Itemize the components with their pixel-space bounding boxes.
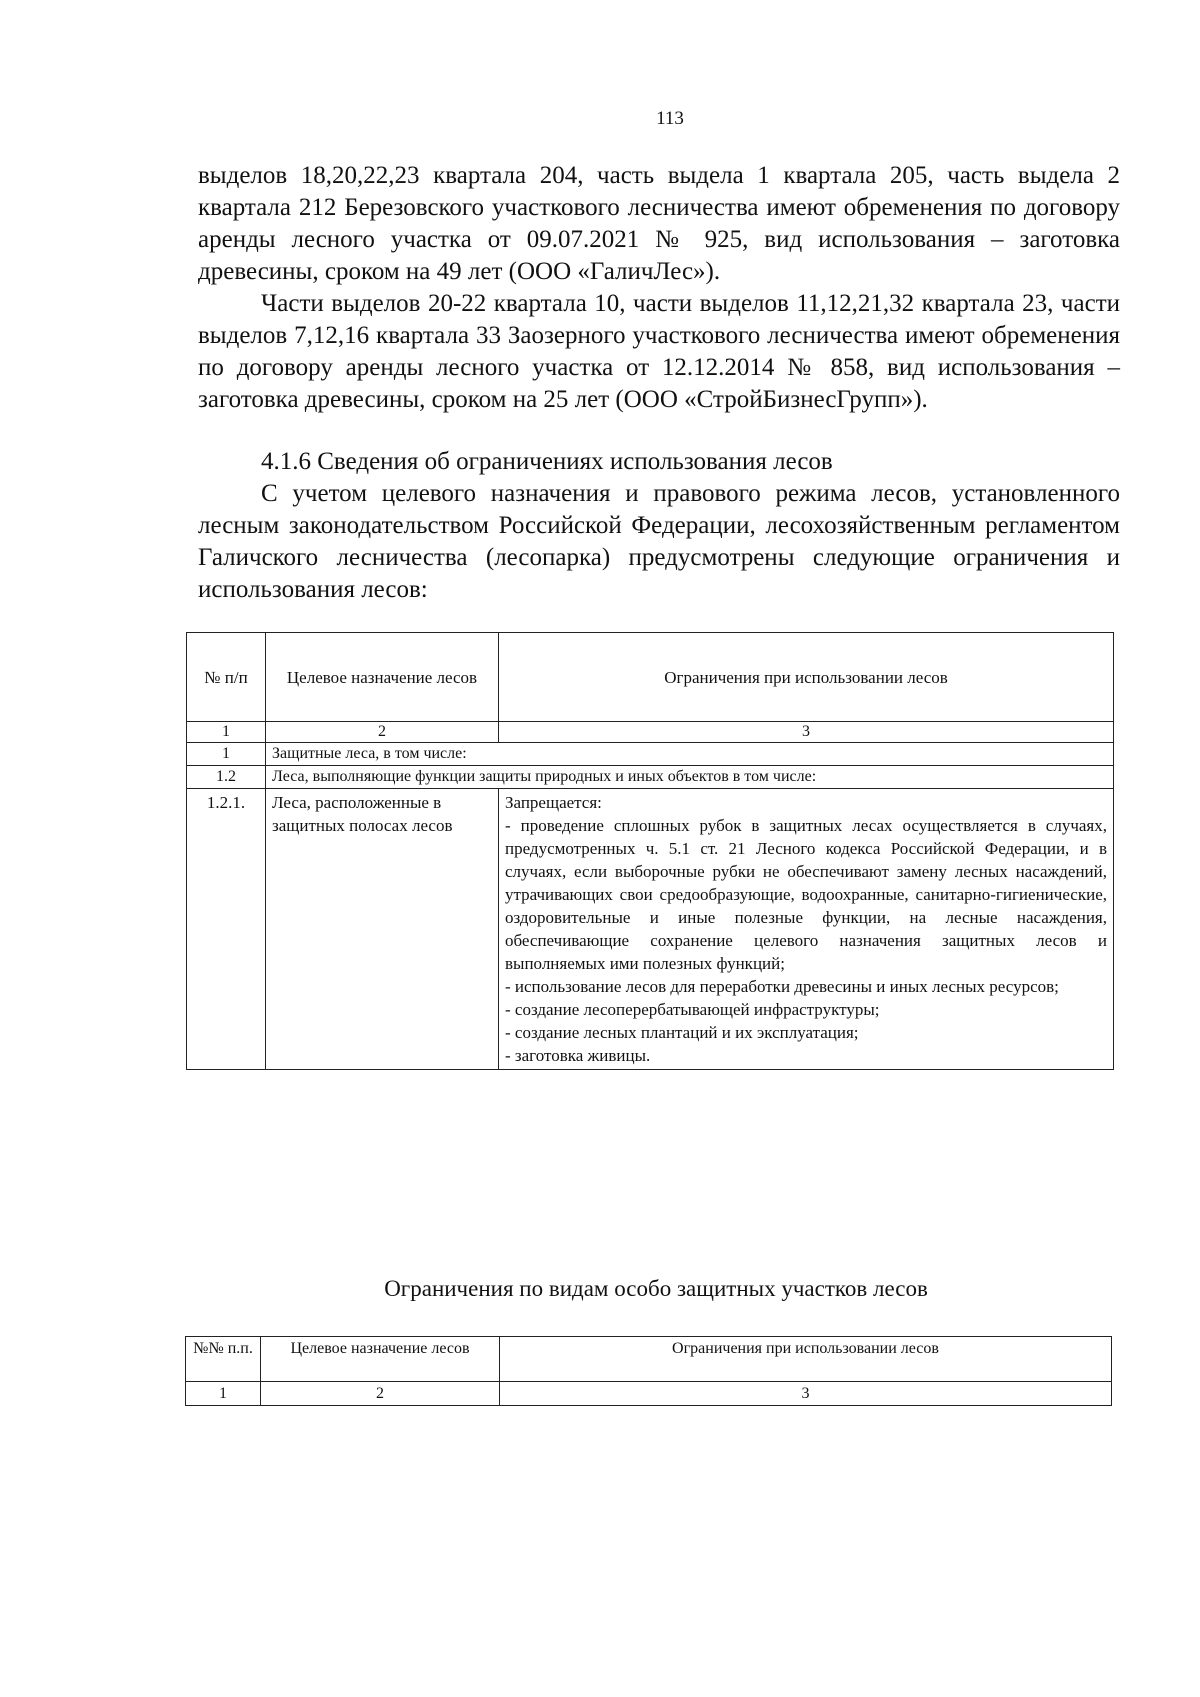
header-cell-purpose: Целевое назначение лесов (266, 633, 499, 722)
restriction-item: - заготовка живицы. (505, 1046, 651, 1065)
column-number-cell: 1 (187, 722, 266, 743)
restriction-item: - использование лесов для переработки древесины и иных лесных ресурсов; (505, 977, 1059, 996)
restriction-item: - проведение сплошных рубок в защитных лесах осуществляется в случаях, предусмотренных ч. 5.1 ст. 21 Лесного кодекса Российской Федерации, и в случаях, если выборочные рубки не обеспечивают замену лесных насаждений, утрачивающих свои средообразующие, водоохранные, санитарно-гигиенические, оздоровительные и иные полезные функции, на лесные насаждения, обеспечивающие сохранение целевого назначения защитных лесов и выполняемых ими полезных функций; (505, 816, 1107, 973)
page-number: 113 (656, 108, 684, 129)
protected-areas-table (185, 1336, 1112, 1406)
restriction-item: - создание лесоперербатывающей инфраструктуры; (505, 1000, 880, 1019)
restriction-item: Запрещается: (505, 793, 602, 812)
section-number-cell: 1 (187, 743, 266, 766)
header-cell-restrictions: Ограничения при использовании лесов (500, 1337, 1112, 1382)
paragraph-restrictions-intro: С учетом целевого назначения и правового режима лесов, установленного лесным законодательством Российской Федерации, лесохозяйственным регламентом Галичского лесничества (лесопарка) предусмотрены следующие ограничения и использования лесов: (198, 480, 1120, 603)
row-purpose-cell: Леса, расположенные в защитных полосах лесов (266, 789, 499, 1070)
column-number-row (186, 1382, 1112, 1406)
table-header-row (186, 1337, 1112, 1382)
row-restrictions-cell (499, 789, 1114, 1070)
section-text-cell: Леса, выполняющие функции защиты природных и иных объектов в том числе: (266, 766, 1114, 789)
column-number-cell: 1 (186, 1382, 261, 1406)
section-text-cell: Защитные леса, в том числе: (266, 743, 1114, 766)
table-section-row (187, 743, 1114, 766)
column-number-cell: 2 (261, 1382, 500, 1406)
column-number-cell: 3 (500, 1382, 1112, 1406)
table-section-row (187, 766, 1114, 789)
section-title: Ограничения по видам особо защитных участков лесов (384, 1276, 928, 1301)
header-cell-number: №№ п.п. (186, 1337, 261, 1382)
header-cell-purpose: Целевое назначение лесов (261, 1337, 500, 1382)
row-number-cell: 1.2.1. (187, 789, 266, 1070)
header-cell-number: № п/п (187, 633, 266, 722)
subsection-heading: 4.1.6 Сведения об ограничениях использования лесов (261, 448, 833, 475)
restriction-item: - создание лесных плантаций и их эксплуатация; (505, 1023, 859, 1042)
column-number-cell: 3 (499, 722, 1114, 743)
paragraph-lease-galichles: выделов 18,20,22,23 квартала 204, часть выдела 1 квартала 205, часть выдела 2 квартала 212 Березовского участкового лесничества имеют обременения по договору аренды лесного участка от 09.07.2021 № 925, вид использования – заготовка древесины, сроком на 49 лет (ООО «ГаличЛес»). (198, 162, 1120, 285)
table-header-row (187, 633, 1114, 722)
table-row (187, 789, 1114, 1070)
section-number-cell: 1.2 (187, 766, 266, 789)
restrictions-table (186, 632, 1114, 1070)
paragraph-lease-stroybiznes: Части выделов 20-22 квартала 10, части выделов 11,12,21,32 квартала 23, части выделов 7,12,16 квартала 33 Заозерного участкового лесничества имеют обременения по договору аренды лесного участка от 12.12.2014 № 858, вид использования – заготовка древесины, сроком на 25 лет (ООО «СтройБизнесГрупп»). (198, 290, 1120, 413)
column-number-row (187, 722, 1114, 743)
header-cell-restrictions: Ограничения при использовании лесов (499, 633, 1114, 722)
column-number-cell: 2 (266, 722, 499, 743)
